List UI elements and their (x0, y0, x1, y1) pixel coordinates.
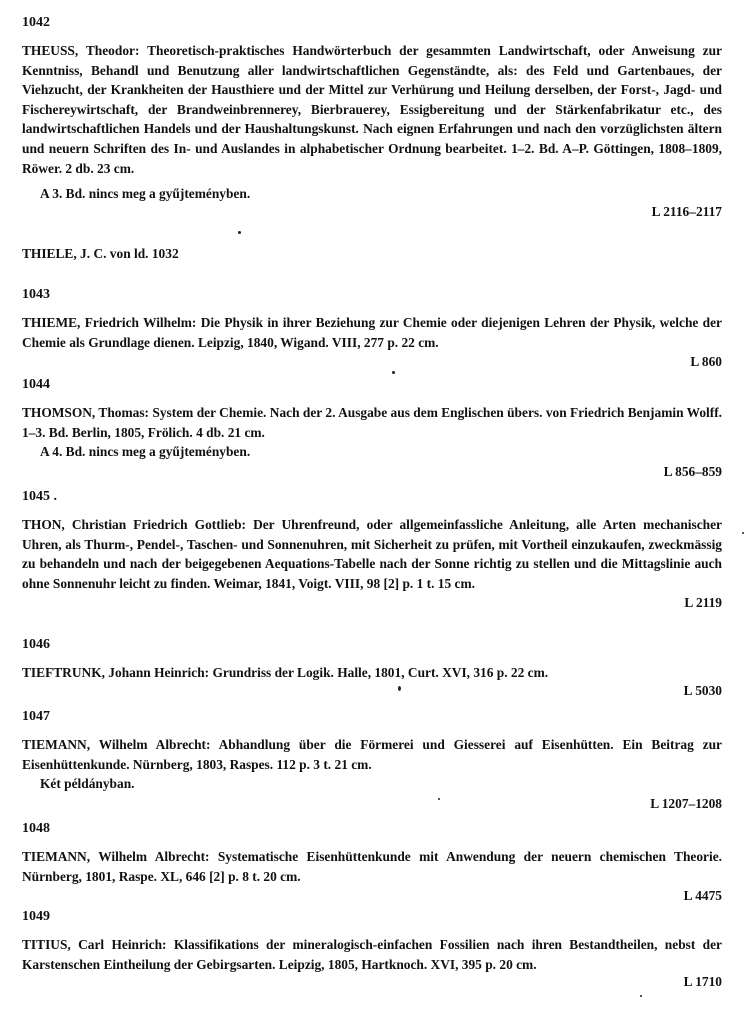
entry-number: 1042 (22, 15, 50, 30)
entry-note: Két példányban. (40, 776, 135, 792)
entry-signature: L 1207–1208 (650, 795, 722, 811)
entry-signature: L 2119 (684, 595, 722, 611)
catalog-entry-1045 (22, 488, 722, 613)
catalog-entry-1043 (22, 286, 722, 372)
catalog-entry-1046 (22, 636, 722, 700)
scan-speck (398, 686, 401, 691)
entry-description: THIEME, Friedrich Wilhelm: Die Physik in ihrer Beziehung zur Chemie oder diejenigen Lehren der Physik, welche der Chemie als Grundlage dienen. Leipzig, 1840, Wigand. VIII, 277 p. 22 cm. (22, 315, 722, 350)
scan-speck (742, 532, 744, 534)
entry-number: 1047 (22, 709, 50, 724)
entry-description: TITIUS, Carl Heinrich: Klassifikations der mineralogisch-einfachen Fossilien nach ihren Bestandtheilen, nebst der Karstenschen Eintheilung der Gebirgsarten. Leipzig, 1805, Hartknoch. XVI, 395 p. 20 cm. (22, 937, 722, 972)
entry-description: TIEFTRUNK, Johann Heinrich: Grundriss der Logik. Halle, 1801, Curt. XVI, 316 p. 22 cm. (22, 665, 549, 680)
scan-speck (640, 995, 642, 997)
entry-description: TIEMANN, Wilhelm Albrecht: Abhandlung über die Förmerei und Giesserei auf Eisenhütten. Ein Beitrag zur Eisenhüttenkunde. Nürnberg, 1803, Raspes. 112 p. 3 t. 21 cm. (22, 737, 722, 772)
entry-note: A 4. Bd. nincs meg a gyűjteményben. (40, 444, 251, 460)
entry-signature: L 1710 (683, 974, 722, 990)
scan-speck (438, 798, 440, 800)
entry-number: 1045 . (22, 489, 57, 504)
entry-signature: L 5030 (683, 682, 722, 698)
entry-description: TIEMANN, Wilhelm Albrecht: Systematische Eisenhüttenkunde mit Anwendung der neuern chemischen Theorie. Nürnberg, 1801, Raspe. XL, 646 [2] p. 8 t. 20 cm. (22, 849, 722, 884)
entry-number: 1049 (22, 909, 50, 924)
catalog-entry-1044 (22, 376, 722, 481)
cross-reference: THIELE, J. C. von ld. 1032 (22, 246, 179, 261)
entry-description: THEUSS, Theodor: Theoretisch-praktisches Handwörterbuch der gesammten Landwirtschaft, oder Anweisung zur Kenntniss, Behandl und Benutzung aller landwirtschaftlichen Gegenständte, als: des Feld und Gartenbaues, der Viehzucht, der Krankheiten der Hausthiere und der Mittel zur Verhürung und Heilung derselben, der Forst-, Jagd- und Fischereywirtschaft, der Brandweinbrennerey, Bierbrauerey, Essigbereitung und der Stärkenfabrikatur etc., des landwirtschaftlichen Handels und der Haushaltungskunst. Nach eignen Erfahrungen und nach den vorzüglichsten ältern und neuern Schriften des In- und Auslandes in alphabetischer Ordnung bearbeitet. 1–2. Bd. A–P. Göttingen, 1808–1809, Röwer. 2 db. 23 cm. (22, 43, 722, 176)
scan-speck (392, 371, 395, 374)
entry-signature: L 856–859 (663, 463, 722, 479)
entry-description: THON, Christian Friedrich Gottlieb: Der Uhrenfreund, oder allgemeinfassliche Anleitung, alle Arten mechanischer Uhren, als Thurm-, Pendel-, Taschen- und Sonnenuhren, mit Sicherheit zu prüfen, mit Vortheil einzukaufen, zweckmässig zu behandeln und nach der beigegebenen Aequations-Tabelle nach der Sonne richtig zu stellen und die Mittagslinie auch ohne Sonnenuhr leicht zu finden. Weimar, 1841, Voigt. VIII, 98 [2] p. 1 t. 15 cm. (22, 517, 722, 591)
entry-description: THOMSON, Thomas: System der Chemie. Nach der 2. Ausgabe aus dem Englischen übers. von Friedrich Benjamin Wolff. 1–3. Bd. Berlin, 1805, Frölich. 4 db. 21 cm. (22, 405, 722, 440)
entry-signature: L 860 (690, 354, 722, 370)
catalog-entry-1049 (22, 908, 722, 992)
entry-number: 1044 (22, 377, 50, 392)
catalog-entry-1048 (22, 820, 722, 906)
entry-number: 1046 (22, 637, 50, 652)
entry-number: 1048 (22, 821, 50, 836)
entry-number: 1043 (22, 287, 50, 302)
scan-speck (238, 231, 241, 234)
entry-signature: L 4475 (683, 888, 722, 904)
entry-signature: L 2116–2117 (651, 203, 722, 219)
catalog-entry-1042 (22, 14, 722, 221)
entry-note: A 3. Bd. nincs meg a gyűjteményben. (40, 186, 251, 202)
catalog-entry-1047 (22, 708, 722, 813)
